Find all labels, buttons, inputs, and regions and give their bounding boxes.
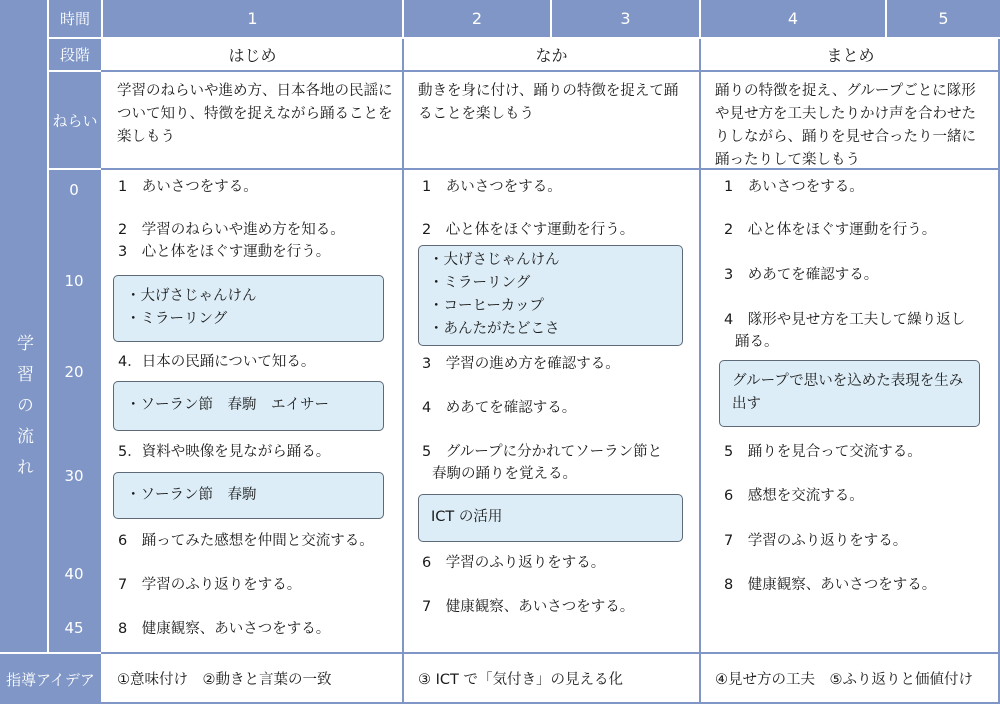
col1-step: 3 心と体をほぐす運動を行う。 <box>118 244 331 260</box>
col3-step: 7 学習のふり返りをする。 <box>724 533 908 549</box>
col3-step: 8 健康観察、あいさつをする。 <box>724 577 937 593</box>
aim-line: 動きを身に付け、踊りの特徴を捉えて踊 <box>418 83 679 99</box>
col2-step: 3 学習の進め方を確認する。 <box>422 356 620 372</box>
col2-ict-box <box>418 494 683 542</box>
aim-naka <box>404 72 699 168</box>
box-line: ・コーヒーカップ <box>429 298 544 314</box>
col1-step: 4．日本の民踊について知る。 <box>118 354 316 370</box>
left-strip-top <box>0 0 47 170</box>
aim-line: 踊りの特徴を捉え、グループごとに隊形 <box>715 83 976 99</box>
col2-step: 6 学習のふり返りをする。 <box>422 555 606 571</box>
hour-4: 4 <box>701 0 885 37</box>
aim-line: ることを楽しもう <box>418 106 534 122</box>
col3-step: 3 めあてを確認する。 <box>724 267 879 283</box>
col2-step: 春駒の踊りを覚える。 <box>432 466 577 482</box>
hour-1: 1 <box>103 0 402 37</box>
aim-line: ついて知り、特徴を捉えながら踊ることを <box>117 106 393 122</box>
minute-tick: 0 <box>69 181 79 199</box>
box-line: ・ソーラン節 春駒 エイサー <box>126 397 329 413</box>
col1-step: 1 あいさつをする。 <box>118 179 258 195</box>
minute-tick: 40 <box>64 565 84 583</box>
hour-3: 3 <box>552 0 699 37</box>
box-line: ・大げさじゃんけん <box>429 252 560 268</box>
col2-step: 7 健康観察、あいさつをする。 <box>422 599 635 615</box>
col3-step: 4 隊形や見せ方を工夫して繰り返し <box>724 312 966 328</box>
col1-step: 6 踊ってみた感想を仲間と交流する。 <box>118 533 374 549</box>
stage-hajime: はじめ <box>103 39 402 70</box>
col3-step: 6 感想を交流する。 <box>724 488 864 504</box>
stage-naka: なか <box>404 39 699 70</box>
col1-step: 2 学習のねらいや進め方を知る。 <box>118 222 345 238</box>
box-line: グループで思いを込めた表現を生み <box>732 373 964 389</box>
aim-line: 楽しもう <box>117 129 175 145</box>
box-line: ・あんたがたどこさ <box>429 321 560 337</box>
col2-warmup-box <box>418 245 683 346</box>
box-line: ・大げさじゃんけん <box>126 288 257 304</box>
col1-step: 5．資料や映像を見ながら踊る。 <box>118 444 331 460</box>
col3-step: 踊る。 <box>735 334 779 350</box>
minute-tick: 45 <box>64 619 84 637</box>
col1-folk-box <box>113 381 384 431</box>
box-line: 出す <box>732 396 761 412</box>
stage-matome: まとめ <box>701 39 1000 70</box>
time-label: 時間 <box>49 0 101 37</box>
minute-tick: 30 <box>64 467 84 485</box>
aim-line: 学習のねらいや進め方、日本各地の民謡に <box>117 83 393 99</box>
stage-label: 段階 <box>49 39 101 70</box>
col1-step: 8 健康観察、あいさつをする。 <box>118 621 331 637</box>
idea-matome: ④見せ方の工夫 ⑤ふり返りと価値付け <box>715 671 973 688</box>
box-line: ・ミラーリング <box>429 275 531 291</box>
box-line: ICT の活用 <box>431 509 503 525</box>
col3-step: 1 あいさつをする。 <box>724 179 864 195</box>
col3-expression-box <box>719 360 980 427</box>
col3-step: 5 踊りを見合って交流する。 <box>724 444 922 460</box>
hour-5: 5 <box>887 0 1000 37</box>
minute-tick: 10 <box>64 272 84 290</box>
col2-step: 5 グループに分かれてソーラン節と <box>422 444 663 460</box>
col1-dance-box <box>113 472 384 519</box>
idea-label: 指導アイデア <box>0 654 101 704</box>
hour-2: 2 <box>404 0 550 37</box>
aim-matome <box>701 72 998 168</box>
aim-line: 踊ったりして楽しもう <box>715 152 860 168</box>
minute-tick: 20 <box>64 363 84 381</box>
col1-step: 7 学習のふり返りをする。 <box>118 577 302 593</box>
col3-step: 2 心と体をほぐす運動を行う。 <box>724 222 937 238</box>
aim-hajime <box>103 72 402 168</box>
idea-hajime: ①意味付け ②動きと言葉の一致 <box>117 671 332 688</box>
col1-warmup-box <box>113 275 384 342</box>
aim-line: りしながら、踊りを見せ合ったり一緒に <box>715 129 976 145</box>
idea-naka: ③ ICT で「気付き」の見える化 <box>418 671 623 688</box>
aim-line: や見せ方を工夫したりかけ声を合わせた <box>715 106 976 122</box>
flow-label: 学習の流れ <box>0 170 47 652</box>
col2-step: 2 心と体をほぐす運動を行う。 <box>422 222 635 238</box>
box-line: ・ソーラン節 春駒 <box>126 487 257 503</box>
col2-step: 1 あいさつをする。 <box>422 179 562 195</box>
aim-label: ねらい <box>49 72 101 168</box>
col2-step: 4 めあてを確認する。 <box>422 400 577 416</box>
box-line: ・ミラーリング <box>126 311 228 327</box>
